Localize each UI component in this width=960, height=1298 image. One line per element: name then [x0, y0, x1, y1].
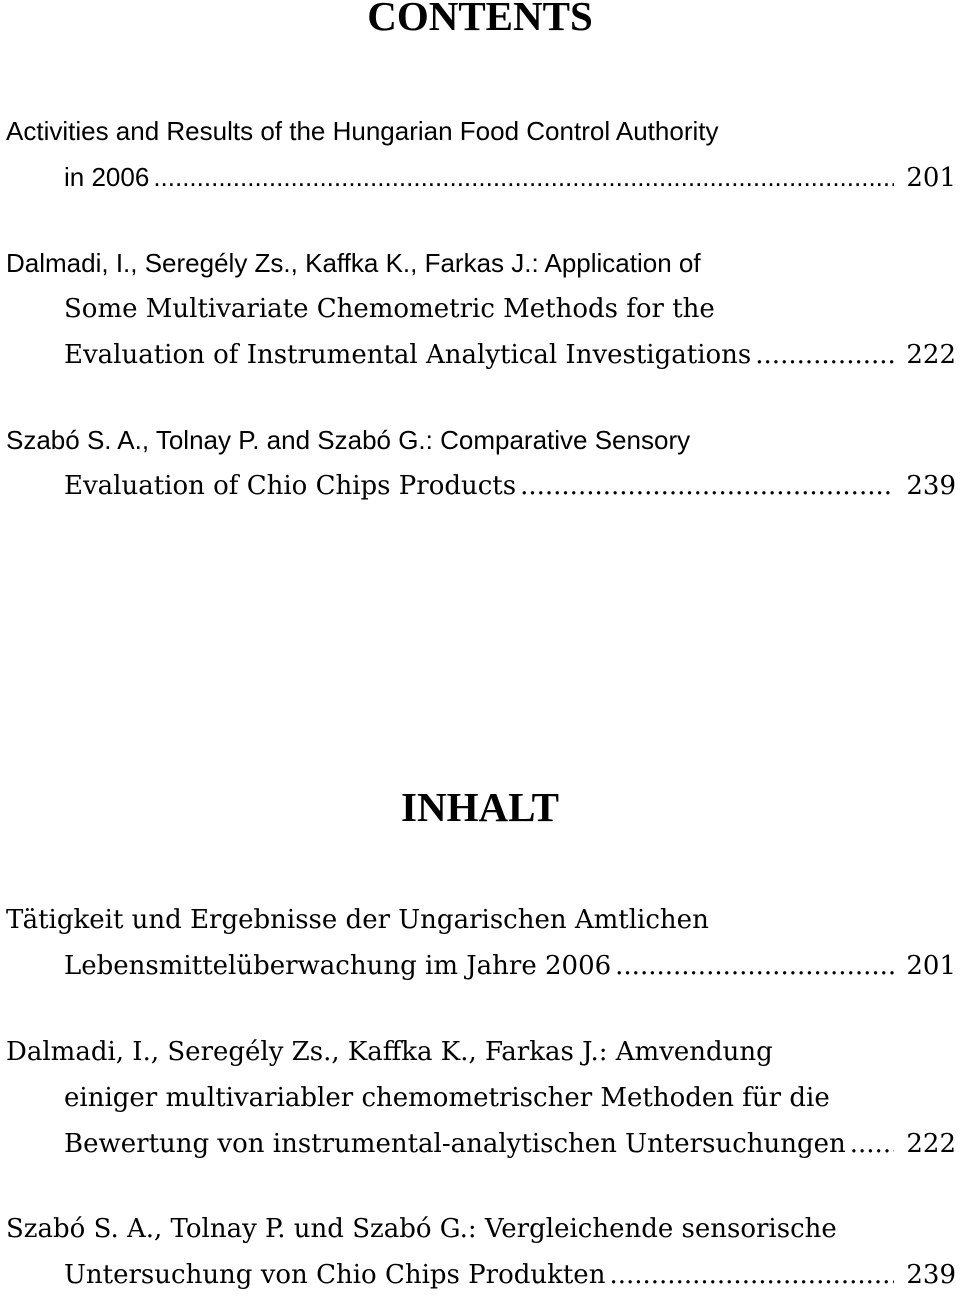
contents-entry-2 [0, 240, 960, 378]
inhalt-entry-2 [0, 1029, 960, 1167]
entry-title-line: Activities and Results of the Hungarian Food Control Authority [6, 116, 719, 146]
entry-author-line: Szabó S. A., Tolnay P. und Szabó G.: Vergleichende sensorische [6, 1214, 837, 1244]
entry-author-line: Dalmadi, I., Seregély Zs., Kaffka K., Farkas J.: Amvendung [6, 1037, 773, 1067]
entry-leader-line [0, 1121, 960, 1167]
page-number: 201 [906, 951, 956, 981]
dot-leader [520, 463, 894, 509]
page-number: 222 [906, 340, 956, 370]
entry-leader-line [0, 154, 960, 200]
entry-title-line: Tätigkeit und Ergebnisse der Ungarischen Amtlichen [6, 905, 709, 935]
contents-heading: CONTENTS [367, 0, 593, 39]
page-number: 239 [906, 1260, 956, 1290]
entry-leader-line [0, 332, 960, 378]
dot-leader [615, 943, 894, 989]
entry-title-line: Some Multivariate Chemometric Methods for the [64, 294, 715, 324]
dot-leader [153, 154, 894, 200]
inhalt-entry-3 [0, 1206, 960, 1298]
page-number: 201 [906, 163, 956, 193]
entry-title-line: einiger multivariabler chemometrischer Methoden für die [64, 1083, 830, 1113]
entry-title-end: Bewertung von instrumental-analytischen Untersuchungen [64, 1129, 846, 1159]
dot-leader [609, 1252, 894, 1298]
entry-author-line: Szabó S. A., Tolnay P. and Szabó G.: Comparative Sensory [6, 425, 691, 455]
entry-leader-line [0, 943, 960, 989]
entry-title-end: Untersuchung von Chio Chips Produkten [64, 1260, 606, 1290]
page-number: 222 [906, 1129, 956, 1159]
entry-title-end: Lebensmittelüberwachung im Jahre 2006 [64, 951, 612, 981]
contents-entry-1 [0, 108, 960, 200]
dot-leader [755, 332, 894, 378]
dot-leader [850, 1121, 894, 1167]
entry-title-end: Evaluation of Instrumental Analytical Investigations [64, 340, 752, 370]
entry-title-end: Evaluation of Chio Chips Products [64, 471, 517, 501]
entry-leader-line [0, 463, 960, 509]
entry-leader-line [0, 1252, 960, 1298]
entry-title-end: in 2006 [64, 162, 150, 192]
page-number: 239 [906, 471, 956, 501]
inhalt-entry-1 [0, 897, 960, 989]
contents-entry-3 [0, 417, 960, 509]
inhalt-heading: INHALT [401, 784, 559, 830]
entry-author-line: Dalmadi, I., Seregély Zs., Kaffka K., Farkas J.: Application of [6, 248, 701, 278]
